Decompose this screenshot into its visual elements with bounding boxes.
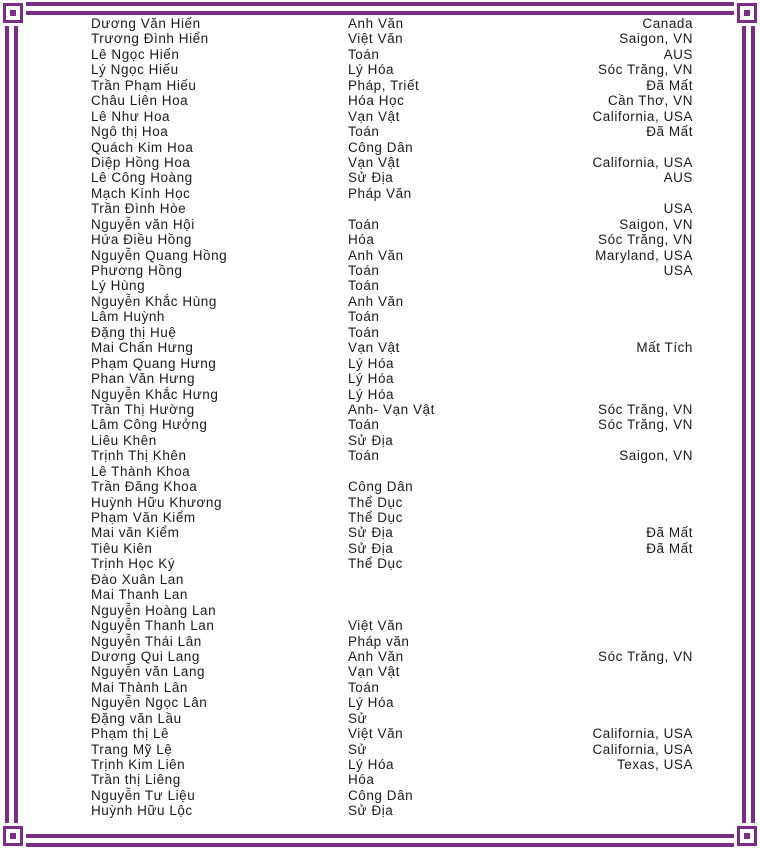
name-cell: Châu Liên Hoa — [91, 93, 189, 109]
list-row — [0, 232, 760, 247]
name-cell: Liêu Khên — [91, 432, 157, 448]
list-row — [0, 201, 760, 216]
subject-cell: Thể Dục — [348, 494, 403, 510]
list-row — [0, 742, 760, 757]
name-cell: Lâm Công Hưởng — [91, 417, 208, 433]
border-top-outer — [0, 2, 760, 6]
location-cell: Canada — [642, 16, 693, 31]
list-row — [0, 387, 760, 402]
name-cell: Dương Qui Lang — [91, 648, 200, 664]
subject-cell: Việt Văn — [348, 31, 404, 47]
location-cell: Cần Thơ, VN — [607, 93, 693, 109]
subject-cell: Anh Văn — [348, 16, 404, 31]
name-cell: Đặng thị Huệ — [91, 324, 177, 340]
subject-cell: Toán — [348, 309, 380, 325]
subject-cell: Hóa Học — [348, 93, 405, 109]
list-row — [0, 16, 760, 31]
subject-cell: Lý Hóa — [348, 62, 395, 78]
subject-cell: Toán — [348, 124, 380, 140]
list-row — [0, 757, 760, 772]
location-cell: USA — [663, 201, 693, 217]
location-cell: California, USA — [592, 154, 693, 170]
subject-cell: Toán — [348, 46, 380, 62]
subject-cell: Vạn Vật — [348, 664, 400, 680]
name-cell: Phạm Văn Kiểm — [91, 510, 196, 525]
list-row — [0, 417, 760, 432]
subject-cell: Anh Văn — [348, 293, 404, 309]
name-cell: Hứa Điều Hồng — [91, 232, 192, 248]
subject-cell: Công Dân — [348, 479, 414, 495]
list-row — [0, 510, 760, 525]
list-row — [0, 788, 760, 803]
name-cell: Nguyễn Tư Liệu — [91, 787, 196, 803]
list-row — [0, 587, 760, 602]
subject-cell: Việt Văn — [348, 726, 404, 742]
list-row — [0, 772, 760, 787]
subject-cell: Sử Địa — [348, 170, 394, 186]
border-top-inner — [0, 11, 760, 15]
location-cell: Sóc Trăng, VN — [598, 62, 693, 78]
location-cell: California, USA — [592, 108, 693, 124]
location-cell: Saigon, VN — [619, 216, 693, 232]
name-cell: Dương Văn Hiến — [91, 16, 201, 31]
subject-cell: Công Dân — [348, 139, 414, 155]
subject-cell: Anh Văn — [348, 648, 404, 664]
location-cell: Maryland, USA — [595, 247, 693, 263]
subject-cell: Vạn Vật — [348, 154, 400, 170]
subject-cell: Toán — [348, 216, 380, 232]
location-cell: Đã Mất — [646, 124, 693, 140]
name-cell: Nguyễn Thanh Lan — [91, 618, 215, 634]
location-cell: Sóc Trăng, VN — [598, 401, 693, 417]
name-cell: Huỳnh Hữu Khương — [91, 494, 223, 510]
list-row — [0, 78, 760, 93]
name-cell: Trương Đình Hiển — [91, 31, 209, 47]
name-cell: Trần Thị Hường — [91, 401, 195, 417]
list-row — [0, 649, 760, 664]
name-cell: Phạm Quang Hưng — [91, 355, 217, 371]
subject-cell: Hóa — [348, 772, 375, 788]
subject-cell: Lý Hóa — [348, 695, 395, 711]
subject-cell: Pháp văn — [348, 633, 410, 649]
subject-cell: Công Dân — [348, 787, 414, 803]
subject-cell: Lý Hóa — [348, 355, 395, 371]
list-row — [0, 525, 760, 540]
name-cell: Lê Ngọc Hiến — [91, 46, 180, 62]
teacher-list — [0, 16, 760, 819]
location-cell: Sóc Trăng, VN — [598, 417, 693, 433]
location-cell: Saigon, VN — [619, 31, 693, 47]
list-row — [0, 371, 760, 386]
name-cell: Trần thị Liêng — [91, 772, 181, 788]
name-cell: Nguyễn văn Lang — [91, 664, 206, 680]
list-row — [0, 170, 760, 185]
name-cell: Phan Văn Hưng — [91, 371, 196, 387]
subject-cell: Toán — [348, 324, 380, 340]
subject-cell: Sử Địa — [348, 432, 394, 448]
name-cell: Mạch Kính Học — [91, 185, 191, 201]
corner-ornament-bottom-right — [734, 823, 760, 849]
name-cell: Ngô thị Hoa — [91, 124, 169, 140]
name-cell: Nguyễn Khắc Hưng — [91, 386, 219, 402]
list-row — [0, 31, 760, 46]
list-row — [0, 217, 760, 232]
list-row — [0, 495, 760, 510]
subject-cell: Anh Văn — [348, 247, 404, 263]
subject-cell: Hóa — [348, 232, 375, 248]
location-cell: California, USA — [592, 741, 693, 757]
subject-cell: Toán — [348, 448, 380, 464]
list-row — [0, 680, 760, 695]
list-row — [0, 464, 760, 479]
border-bottom-outer — [0, 843, 760, 847]
list-row — [0, 109, 760, 124]
name-cell: Nguyễn Khắc Hùng — [91, 293, 217, 309]
location-cell: AUS — [663, 170, 693, 186]
list-row — [0, 263, 760, 278]
list-row — [0, 803, 760, 818]
location-cell: Đã Mất — [646, 540, 693, 556]
name-cell: Đào Xuân Lan — [91, 571, 184, 587]
list-row — [0, 325, 760, 340]
name-cell: Nguyễn Quang Hồng — [91, 247, 228, 263]
list-row — [0, 541, 760, 556]
list-row — [0, 294, 760, 309]
subject-cell: Toán — [348, 263, 380, 278]
list-row — [0, 479, 760, 494]
name-cell: Tiêu Kiên — [91, 540, 153, 556]
subject-cell: Thể Dục — [348, 510, 403, 525]
list-row — [0, 124, 760, 139]
name-cell: Lê Công Hoàng — [91, 170, 193, 186]
name-cell: Phương Hồng — [91, 263, 183, 278]
name-cell: Trịnh Thị Khên — [91, 448, 187, 464]
location-cell: Saigon, VN — [619, 448, 693, 464]
name-cell: Trần Phạm Hiếu — [91, 77, 197, 93]
subject-cell: Sử Địa — [348, 540, 394, 556]
list-row — [0, 186, 760, 201]
name-cell: Nguyễn văn Hội — [91, 216, 195, 232]
subject-cell: Toán — [348, 278, 380, 294]
list-row — [0, 155, 760, 170]
corner-ornament-bottom-left — [0, 823, 26, 849]
location-cell: Mất Tích — [636, 340, 693, 356]
subject-cell: Sử — [348, 741, 368, 757]
location-cell: AUS — [663, 46, 693, 62]
list-row — [0, 93, 760, 108]
name-cell: Mai Thành Lân — [91, 679, 188, 695]
name-cell: Mai Chấn Hưng — [91, 340, 194, 356]
list-row — [0, 433, 760, 448]
location-cell: Đã Mất — [646, 77, 693, 93]
location-cell: California, USA — [592, 726, 693, 742]
name-cell: Lý Ngọc Hiếu — [91, 62, 179, 78]
list-row — [0, 603, 760, 618]
list-row — [0, 248, 760, 263]
list-row — [0, 356, 760, 371]
subject-cell: Thể Dục — [348, 556, 403, 572]
list-row — [0, 47, 760, 62]
list-row — [0, 340, 760, 355]
subject-cell: Lý Hóa — [348, 386, 395, 402]
list-row — [0, 664, 760, 679]
list-row — [0, 695, 760, 710]
subject-cell: Sử — [348, 710, 368, 726]
subject-cell: Toán — [348, 417, 380, 433]
name-cell: Trần Đăng Khoa — [91, 479, 198, 495]
name-cell: Huỳnh Hữu Lộc — [91, 803, 193, 819]
location-cell: Texas, USA — [616, 757, 693, 772]
location-cell: Đã Mất — [646, 525, 693, 541]
name-cell: Lê Như Hoa — [91, 108, 171, 124]
list-row — [0, 711, 760, 726]
list-row — [0, 140, 760, 155]
list-row — [0, 618, 760, 633]
subject-cell: Pháp Văn — [348, 185, 412, 201]
name-cell: Nguyễn Ngọc Lân — [91, 695, 208, 711]
name-cell: Trịnh Học Ký — [91, 556, 176, 572]
subject-cell: Lý Hóa — [348, 371, 395, 387]
list-row — [0, 556, 760, 571]
name-cell: Nguyễn Hoàng Lan — [91, 602, 217, 618]
name-cell: Trang Mỹ Lệ — [91, 741, 173, 757]
subject-cell: Toán — [348, 679, 380, 695]
name-cell: Phạm thị Lê — [91, 726, 170, 742]
name-cell: Đặng văn Lầu — [91, 710, 182, 726]
border-bottom-inner — [0, 834, 760, 838]
list-row — [0, 448, 760, 463]
list-row — [0, 634, 760, 649]
location-cell: Sóc Trăng, VN — [598, 232, 693, 248]
list-row — [0, 278, 760, 293]
list-row — [0, 309, 760, 324]
name-cell: Lâm Huỳnh — [91, 309, 165, 325]
name-cell: Mai Thanh Lan — [91, 587, 188, 603]
name-cell: Nguyễn Thái Lân — [91, 633, 202, 649]
subject-cell: Lý Hóa — [348, 757, 395, 772]
name-cell: Lê Thành Khoa — [91, 463, 191, 479]
location-cell: Sóc Trăng, VN — [598, 648, 693, 664]
name-cell: Mai văn Kiểm — [91, 525, 180, 541]
subject-cell: Vạn Vật — [348, 108, 400, 124]
subject-cell: Sử Địa — [348, 525, 394, 541]
subject-cell: Vạn Vật — [348, 340, 400, 356]
name-cell: Trần Đình Hòe — [91, 201, 187, 217]
name-cell: Trịnh Kim Liên — [91, 757, 186, 772]
list-row — [0, 572, 760, 587]
list-row — [0, 402, 760, 417]
subject-cell: Việt Văn — [348, 618, 404, 634]
name-cell: Quách Kim Hoa — [91, 139, 194, 155]
name-cell: Lý Hùng — [91, 278, 146, 294]
location-cell: USA — [663, 263, 693, 278]
name-cell: Diệp Hồng Hoa — [91, 154, 191, 170]
list-row — [0, 726, 760, 741]
subject-cell: Anh- Vạn Vật — [348, 401, 435, 417]
list-row — [0, 62, 760, 77]
subject-cell: Sử Địa — [348, 803, 394, 819]
subject-cell: Pháp, Triết — [348, 77, 420, 93]
